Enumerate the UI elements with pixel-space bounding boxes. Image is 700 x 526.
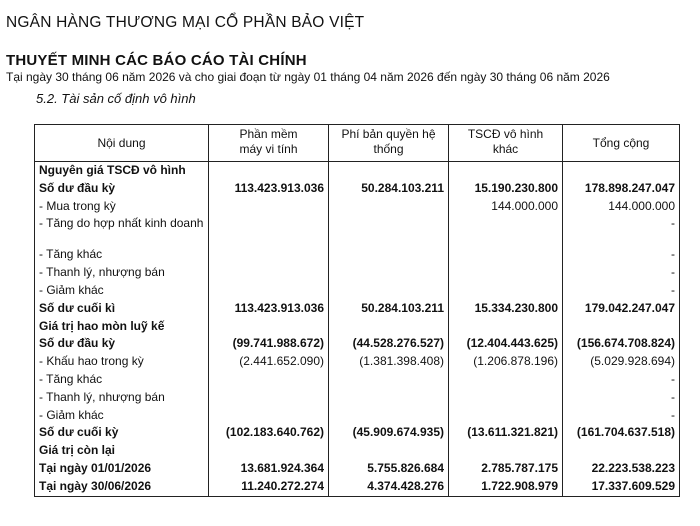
value-cell: - xyxy=(563,407,680,425)
column-header xyxy=(449,125,563,162)
row-label: Giá trị hao mòn luỹ kế xyxy=(35,318,209,336)
row-label: - Thanh lý, nhượng bán xyxy=(35,264,209,282)
value-cell xyxy=(329,407,449,425)
value-cell: - xyxy=(563,264,680,282)
value-cell xyxy=(209,442,329,460)
column-header xyxy=(209,125,329,162)
table-row xyxy=(35,215,680,246)
row-label: Số dư cuối kỳ xyxy=(35,424,209,442)
value-cell xyxy=(449,389,563,407)
table-row xyxy=(35,300,680,318)
value-cell: 144.000.000 xyxy=(563,198,680,216)
value-cell: (102.183.640.762) xyxy=(209,424,329,442)
value-cell xyxy=(563,162,680,180)
value-cell: (44.528.276.527) xyxy=(329,335,449,353)
row-label: Giá trị còn lại xyxy=(35,442,209,460)
column-header-label: TSCĐ vô hình khác xyxy=(467,127,544,156)
value-cell xyxy=(209,246,329,264)
value-cell xyxy=(449,264,563,282)
value-cell: - xyxy=(563,389,680,407)
table-body xyxy=(35,162,680,497)
value-cell xyxy=(209,215,329,246)
value-cell: 2.785.787.175 xyxy=(449,460,563,478)
row-label: Tại ngày 01/01/2026 xyxy=(35,460,209,478)
value-cell xyxy=(209,407,329,425)
value-cell: (13.611.321.821) xyxy=(449,424,563,442)
value-cell xyxy=(449,215,563,246)
value-cell: 113.423.913.036 xyxy=(209,180,329,198)
column-header-label: Tổng cộng xyxy=(592,135,650,150)
value-cell: 11.240.272.274 xyxy=(209,478,329,496)
value-cell: 4.374.428.276 xyxy=(329,478,449,496)
value-cell xyxy=(329,162,449,180)
document-title: THUYẾT MINH CÁC BÁO CÁO TÀI CHÍNH xyxy=(6,52,307,69)
row-label: Số dư cuối kì xyxy=(35,300,209,318)
value-cell xyxy=(209,371,329,389)
table-row xyxy=(35,246,680,264)
value-cell xyxy=(449,162,563,180)
value-cell: 13.681.924.364 xyxy=(209,460,329,478)
table-row xyxy=(35,198,680,216)
document-subtitle: Tại ngày 30 tháng 06 năm 2026 và cho giai đoạn từ ngày 01 tháng 04 năm 2026 đến ngày 30 tháng 06 năm 2026 xyxy=(6,70,610,84)
value-cell: - xyxy=(563,282,680,300)
value-cell: 1.722.908.979 xyxy=(449,478,563,496)
table-row xyxy=(35,407,680,425)
value-cell: (5.029.928.694) xyxy=(563,353,680,371)
row-label: - Khấu hao trong kỳ xyxy=(35,353,209,371)
value-cell xyxy=(449,407,563,425)
intangible-assets-table xyxy=(34,124,680,497)
value-cell: (1.206.878.196) xyxy=(449,353,563,371)
column-header-label: Nội dung xyxy=(97,135,146,150)
table-row xyxy=(35,353,680,371)
row-label: Số dư đầu kỳ xyxy=(35,180,209,198)
column-header xyxy=(563,125,680,162)
table-row xyxy=(35,282,680,300)
row-label: - Mua trong kỳ xyxy=(35,198,209,216)
table-row xyxy=(35,335,680,353)
value-cell: 144.000.000 xyxy=(449,198,563,216)
row-label: Tại ngày 30/06/2026 xyxy=(35,478,209,496)
value-cell xyxy=(209,162,329,180)
value-cell: 179.042.247.047 xyxy=(563,300,680,318)
value-cell xyxy=(329,442,449,460)
value-cell xyxy=(329,318,449,336)
table-row xyxy=(35,460,680,478)
value-cell: (99.741.988.672) xyxy=(209,335,329,353)
value-cell xyxy=(329,264,449,282)
table-row xyxy=(35,371,680,389)
value-cell: (2.441.652.090) xyxy=(209,353,329,371)
column-header-label: Phần mềm máy vi tính xyxy=(239,127,298,156)
value-cell: 50.284.103.211 xyxy=(329,180,449,198)
value-cell xyxy=(329,246,449,264)
value-cell xyxy=(563,318,680,336)
value-cell: - xyxy=(563,246,680,264)
value-cell xyxy=(329,215,449,246)
table-row xyxy=(35,318,680,336)
value-cell: 50.284.103.211 xyxy=(329,300,449,318)
value-cell: 17.337.609.529 xyxy=(563,478,680,496)
value-cell xyxy=(209,282,329,300)
table-row xyxy=(35,442,680,460)
value-cell xyxy=(449,282,563,300)
value-cell: 15.334.230.800 xyxy=(449,300,563,318)
row-label: - Tăng khác xyxy=(35,371,209,389)
value-cell: (1.381.398.408) xyxy=(329,353,449,371)
table-row xyxy=(35,478,680,496)
table-row xyxy=(35,424,680,442)
value-cell: 5.755.826.684 xyxy=(329,460,449,478)
table-row xyxy=(35,162,680,180)
value-cell: (161.704.637.518) xyxy=(563,424,680,442)
value-cell: 22.223.538.223 xyxy=(563,460,680,478)
value-cell xyxy=(449,246,563,264)
bank-name: NGÂN HÀNG THƯƠNG MẠI CỔ PHẦN BẢO VIỆT xyxy=(6,14,365,31)
value-cell xyxy=(209,198,329,216)
row-label: - Tăng do hợp nhất kinh doanh xyxy=(35,215,209,246)
value-cell: (12.404.443.625) xyxy=(449,335,563,353)
table-row xyxy=(35,264,680,282)
row-label: - Giảm khác xyxy=(35,407,209,425)
value-cell xyxy=(329,282,449,300)
column-header xyxy=(35,125,209,162)
value-cell xyxy=(329,389,449,407)
value-cell xyxy=(209,389,329,407)
value-cell xyxy=(329,198,449,216)
value-cell: 113.423.913.036 xyxy=(209,300,329,318)
table-header-row xyxy=(35,125,680,162)
table-row xyxy=(35,180,680,198)
table-row xyxy=(35,389,680,407)
row-label: Số dư đầu kỳ xyxy=(35,335,209,353)
row-label: Nguyên giá TSCĐ vô hình xyxy=(35,162,209,180)
value-cell xyxy=(329,371,449,389)
value-cell xyxy=(449,442,563,460)
value-cell xyxy=(449,318,563,336)
row-label: - Tăng khác xyxy=(35,246,209,264)
value-cell: - xyxy=(563,215,680,246)
section-heading: 5.2. Tài sản cố định vô hình xyxy=(36,91,196,106)
column-header xyxy=(329,125,449,162)
column-header-label: Phí bản quyền hệ thống xyxy=(341,127,436,156)
value-cell: (156.674.708.824) xyxy=(563,335,680,353)
value-cell: (45.909.674.935) xyxy=(329,424,449,442)
row-label: - Giảm khác xyxy=(35,282,209,300)
value-cell: - xyxy=(563,371,680,389)
value-cell: 15.190.230.800 xyxy=(449,180,563,198)
value-cell: 178.898.247.047 xyxy=(563,180,680,198)
value-cell xyxy=(449,371,563,389)
value-cell xyxy=(563,442,680,460)
value-cell xyxy=(209,264,329,282)
value-cell xyxy=(209,318,329,336)
row-label: - Thanh lý, nhượng bán xyxy=(35,389,209,407)
